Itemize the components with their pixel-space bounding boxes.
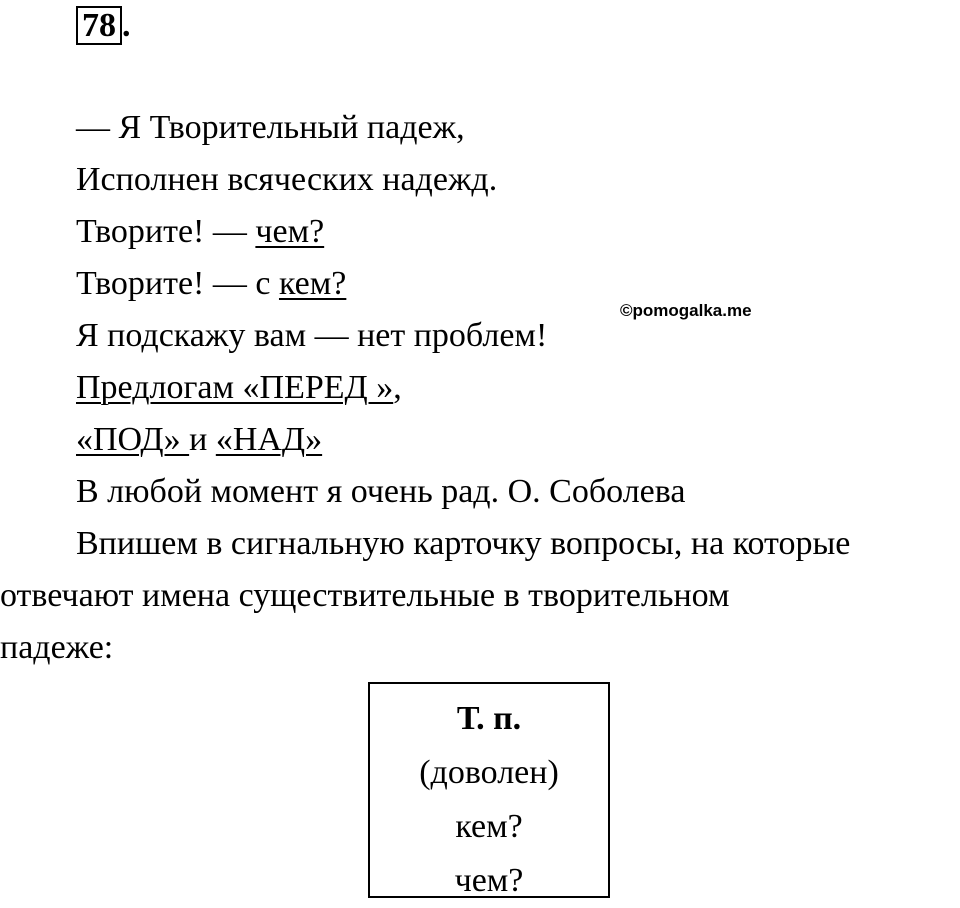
poem-line-7-nad: «НАД»	[215, 421, 323, 458]
poem-line-2: Исполнен всяческих надежд.	[76, 161, 498, 198]
exercise-number-box: 78	[76, 6, 122, 45]
poem-line-8: В любой момент я очень рад. О. Соболева	[76, 473, 686, 510]
poem-line-3	[76, 212, 324, 252]
task-line-1: Впишем в сигнальную карточку вопросы, на которые	[76, 525, 851, 562]
poem-line-3-question: чем?	[255, 213, 325, 250]
poem-line-6-prepositions: Предлогам «ПЕРЕД »	[76, 369, 394, 406]
task-line-2: отвечают имена существительные в творительном	[0, 577, 730, 614]
task-line-3: падеже:	[0, 629, 114, 666]
poem-line-4-prefix: Творите! — с	[76, 265, 279, 302]
poem-line-6-comma: ,	[393, 369, 402, 406]
poem-line-3-prefix: Творите! —	[76, 213, 256, 250]
card-line-2: кем?	[455, 808, 523, 845]
poem-line-4-question: кем?	[278, 265, 347, 302]
poem-line-4	[76, 264, 346, 304]
card-line-3: чем?	[454, 862, 524, 899]
poem-line-6	[76, 368, 402, 408]
poem-line-7-pod: «ПОД»	[76, 421, 190, 458]
card-line-1: (доволен)	[419, 754, 559, 791]
poem-line-7	[76, 420, 322, 460]
poem-line-5: Я подскажу вам — нет проблем!	[76, 317, 548, 354]
signal-card	[368, 682, 610, 898]
poem-line-1: — Я Творительный падеж,	[76, 109, 465, 146]
card-title: Т. п.	[456, 700, 522, 737]
watermark: ©pomogalka.me	[620, 301, 752, 320]
poem-line-7-and: и	[189, 421, 216, 458]
exercise-number	[76, 6, 131, 45]
exercise-number-dot: .	[122, 7, 131, 44]
